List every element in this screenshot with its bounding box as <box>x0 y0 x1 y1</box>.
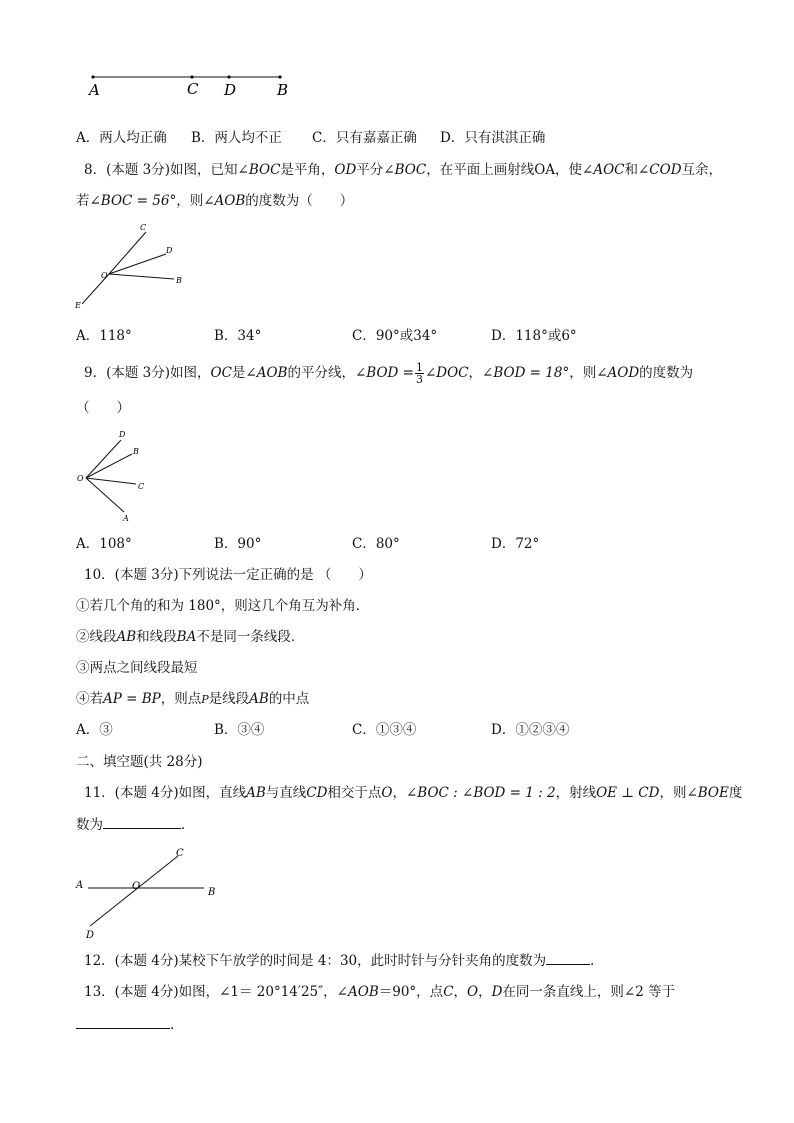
q11-stem-line2: 数为 ． <box>76 814 195 835</box>
q7-option-d[interactable]: D．只有淇淇正确 <box>440 130 546 146</box>
q11-label-d: D <box>86 930 95 941</box>
q9-option-b[interactable]: B．90° <box>214 536 262 552</box>
q8-figure <box>74 222 194 312</box>
q11-figure <box>74 846 224 942</box>
q8-label-o: O <box>101 271 108 280</box>
section-heading: 二、填空题(共 28分) <box>76 754 203 770</box>
segment-figure <box>88 70 288 100</box>
q9-option-c[interactable]: C．80° <box>352 536 400 552</box>
q10-option-a[interactable]: A．③ <box>76 722 113 738</box>
q9-label-b: B <box>133 447 139 456</box>
q8-label-e: E <box>75 301 81 310</box>
q10-option-b[interactable]: B．③④ <box>214 722 265 738</box>
q10-statement-4: ④若AP = BP，则点P是线段AB的中点 <box>76 691 310 707</box>
q12-answer-blank[interactable] <box>546 950 590 965</box>
q10-statement-2: ②线段AB和线段BA不是同一条线段． <box>76 629 305 645</box>
q7-option-b[interactable]: B．两人均不正 <box>191 130 282 146</box>
q8-option-c[interactable]: C．90°或34° <box>352 328 438 344</box>
point-c-label: C <box>187 80 199 98</box>
q8-stem-line2: 若∠BOC = 56°，则∠AOB的度数为（ ） <box>76 193 354 209</box>
q12-stem: 12．(本题 4分)某校下午放学的时间是 4：30，此时时针与分针夹角的度数为 ． <box>84 950 604 971</box>
q8-label-d: D <box>166 246 173 255</box>
q9-option-d[interactable]: D．72° <box>491 536 540 552</box>
q8-option-d[interactable]: D．118°或6° <box>491 328 577 344</box>
q10-stem: 10．(本题 3分)下列说法一定正确的是 （ ） <box>84 567 372 583</box>
q9-figure <box>76 428 166 524</box>
q8-stem: 8．(本题 3分)如图，已知∠BOC是平角，OD平分∠BOC，在平面上画射线OA，使∠AOC和∠COD互余， <box>84 162 723 178</box>
q9-label-a: A <box>123 514 129 523</box>
q9-label-c: C <box>138 482 145 491</box>
q8-option-b[interactable]: B．34° <box>214 328 262 344</box>
q13-stem-line2: ． <box>76 1014 184 1035</box>
q11-label-c: C <box>176 848 184 859</box>
q9-option-a[interactable]: A．108° <box>76 536 132 552</box>
q7-option-c[interactable]: C．只有嘉嘉正确 <box>312 130 417 146</box>
q11-label-o: O <box>132 881 141 892</box>
q11-label-b: B <box>208 887 216 898</box>
q8-label-b: B <box>176 276 182 285</box>
fraction-one-third: $\frac{1}{3}$ <box>415 361 423 386</box>
q13-answer-blank[interactable] <box>76 1014 170 1029</box>
q9-paren: （ ） <box>76 400 130 416</box>
q10-statement-1: ①若几个角的和为 180°，则这几个角互为补角． <box>76 598 370 614</box>
q9-stem: 9．(本题 3分)如图，OC是∠AOB的平分线，∠BOD = $\frac{1}{3}$ ∠DOC，∠BOD = 18°，则∠AOD的度数为 <box>84 361 694 386</box>
q10-option-d[interactable]: D．①②③④ <box>491 722 570 738</box>
q8-label-c: C <box>140 223 147 232</box>
q11-stem: 11．(本题 4分)如图，直线AB与直线CD相交于点O，∠BOC : ∠BOD = 1 : 2，射线OE ⊥ CD，则∠BOE度 <box>84 785 743 801</box>
point-b-label: B <box>277 81 289 99</box>
point-a-label: A <box>89 81 100 99</box>
q9-label-d: D <box>119 430 126 439</box>
q11-label-a: A <box>76 880 84 891</box>
q10-statement-3: ③两点之间线段最短 <box>76 660 198 676</box>
q10-option-c[interactable]: C．①③④ <box>352 722 417 738</box>
q11-answer-blank[interactable] <box>103 814 181 829</box>
q8-option-a[interactable]: A．118° <box>76 328 132 344</box>
q13-stem: 13．(本题 4分)如图，∠1＝ 20°14′25″，∠AOB＝90°，点C，O，D在同一条直线上，则∠2 等于 <box>84 984 676 1000</box>
point-d-label: D <box>224 81 237 99</box>
q7-option-a[interactable]: A．两人均正确 <box>76 130 167 146</box>
q9-label-o: O <box>77 474 84 483</box>
